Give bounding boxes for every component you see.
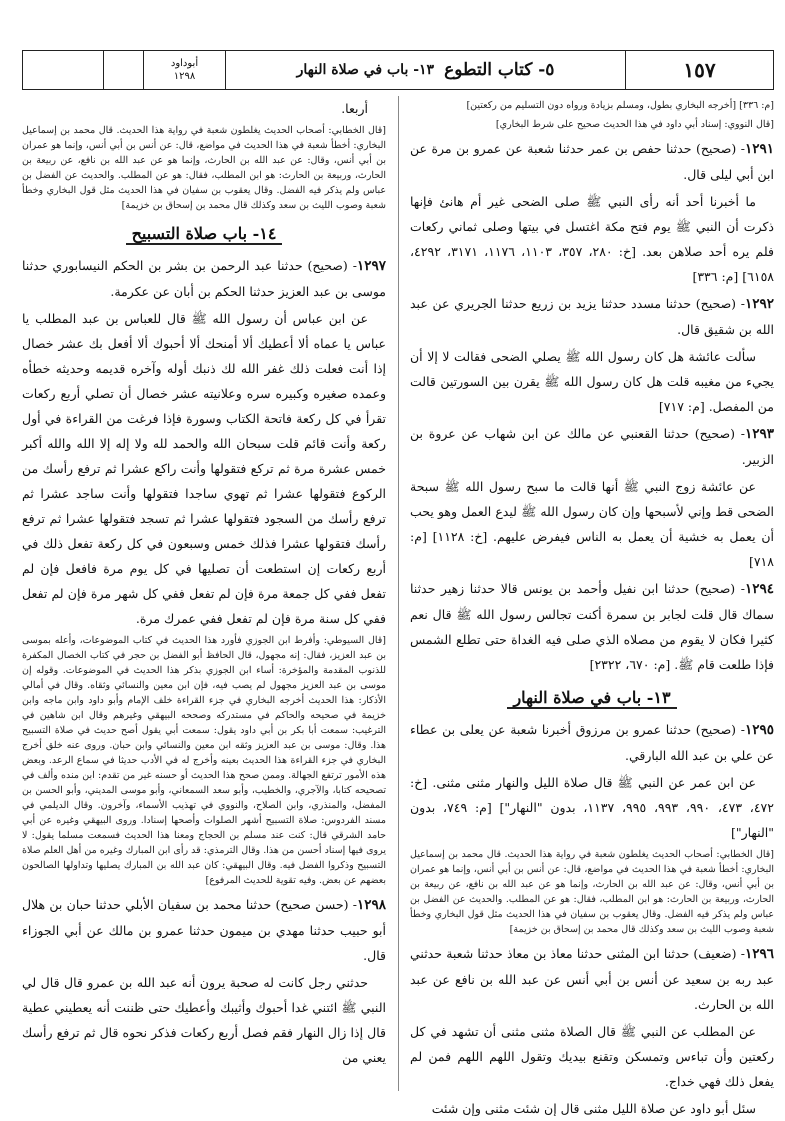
chapter-title: ١٣- باب في صلاة النهار <box>296 62 435 78</box>
chapter-heading-text: ١٤- باب صلاة التسبيح <box>126 224 283 245</box>
footnote: [قال السيوطي: وأفرط ابن الجوزي فأورد هذا الحديث في كتاب الموضوعات، وأعله بموسى بن عبد العزيز، فقال: إنه مجهول، قال الحافظ أبو الفضل بن حجر في كتاب الخصال المكفرة للذنوب المقدمة والمؤخرة: أساء ابن الجوزي بذكر هذا الحديث في الموضوعات. وقوله إن موسى بن عبد العزيز مجهول لم يصب فيه، فإن ابن معين والنسائي وثقاه. وقال في أمالي الأذكار: هذا الحديث أخرجه البخاري في جزء القراءة خلف الإمام وأبو داود وابن ماجه وابن خزيمة في صحيحه والحاكم في مستدركه وصححه البيهقي وغيرهم وقال ابن شاهين في الترغيب: سمعت أبا بكر بن أبي داود يقول: سمعت أبي يقول أصح حديث في صلاة التسبيح هذا. وقال: موسى بن عبد العزيز وثقه ابن معين والنسائي وابن حبان. وروى عنه خلق أخرج البخاري في جزء القراءة هذا الحديث بعينه وأخرج له في الأدب حديثا في سماع الرعد. وبعض هذه الأمور ترتفع الجهالة. وممن صحح هذا الحديث أو حسنه غير من تقدم: ابن منده وألف في تصحيحه كتابا، والآجري، والخطيب، وأبو سعد السمعاني، وأبو موسى المديني، وأبو الحسن بن المفضل، والمنذري، وابن الصلاح، والنووي في تهذيب الأسماء، وآخرون. وقال الديلمي في مسند الفردوس: صلاة التسبيح أشهر الصلوات وأصحها إسنادا. وروى البيهقي وغيره عن أبي حامد الشرقي قال: كنت عند مسلم بن الحجاج ومعنا هذا الحديث فسمعت مسلما يقول: لا يروى فيها إسناد أحسن من هذا. وقال الترمذي: قد رأى ابن المبارك وغيره من أهل العلم صلاة التسبيح وذكروا الفضل فيه. وقال البيهقي: كان عبد الله بن المبارك يصليها وتداولها الصالحون بعضهم عن بعض. وفيه تقوية للحديث المرفوع] <box>22 635 386 886</box>
footnote: [م: ٣٣٦] [أخرجه البخاري بطول، ومسلم بزيادة ورواه دون التسليم من ركعتين] <box>466 100 774 111</box>
hadith-body: - (صحيح) حدثنا عمرو بن مرزوق أخبرنا شعبة عن يعلى بن عطاء عن علي بن عبد الله البارقي. <box>410 722 774 763</box>
hadith-number: ١٢٩١ <box>744 141 774 157</box>
left-column <box>22 96 386 1096</box>
hadith-text <box>410 421 774 472</box>
hadith-text <box>410 1019 774 1094</box>
footnote: [قال الخطابي: أصحاب الحديث يغلطون شعبة في رواية هذا الحديث. قال محمد بن إسماعيل البخاري: أخطأ شعبة في هذا الحديث في مواضع، قال: عن أنس بن أبي أنس، وإنما هو عمران بن أبي أنس، وقال: عن عبد الله بن الحارث، وإنما هو عن عبد الله بن نافع، عن ربيعة بن الحارث، وربيعة بن الحارث: هو ابن المطلب، فقال: هو عن المطلب. والحديث عن الفضل بن عباس ولم يذكر فيه الفضل. وقال يعقوب بن سفيان في هذا الحديث مثل قول البخاري وخطأ شعبة وصوب الليث بن سعد وكذلك قال محمد بن إسحاق بن خزيمة] <box>410 849 774 935</box>
hadith-text <box>410 1096 774 1121</box>
hadith-number: ١٢٩٤ <box>744 581 774 597</box>
header-title <box>225 51 625 89</box>
column-divider <box>398 96 399 1091</box>
hadith-number: ١٢٩٨ <box>356 897 386 913</box>
book-title: ٥- كتاب التطوع <box>444 60 555 80</box>
hadith-body: - (صحيح) حدثنا عبد الرحمن بن بشر بن الحكم النيسابوري حدثنا موسى بن عبد العزيز حدثنا الحكم بن أبان عن عكرمة. <box>22 258 386 299</box>
hadith-body: حدثني رجل كانت له صحبة يرون أنه عبد الله بن عمرو قال قال لي النبي ﷺ ائتني غدا أحبوك وأثيبك وأعطيك حتى ظننت أنه يعطيني عطية قال إذا زال النهار فقم فصل أربع ركعات فذكر نحوه قال ثم ترفع رأسك يعني من <box>22 975 386 1065</box>
hadith-body: عن ابن عمر عن النبي ﷺ قال صلاة الليل والنهار مثنى مثنى. [خ: ٤٧٢، ٤٧٣، ٩٩٠، ٩٩٣، ٩٩٥، ١١٣٧، بدون "النهار"] [م: ٧٤٩، بدون "النهار"] <box>410 775 774 840</box>
hadith-number: ١٢٩٢ <box>744 296 774 312</box>
chapter-heading <box>410 683 774 713</box>
hadith-text <box>22 892 386 968</box>
hadith-number: ١٢٩٣ <box>744 426 774 442</box>
chapter-heading <box>22 219 386 249</box>
hadith-body: عن ابن عباس أن رسول الله ﷺ قال للعباس بن عبد المطلب يا عباس يا عماه ألا أعطيك ألا أمنحك ألا أحبوك ألا أفعل بك عشر خصال إذا أنت فعلت ذلك غفر الله لك ذنبك أوله وآخره قديمه وحديثه خطأه وعمده صغيره وكبيره سره وعلانيته عشر خصال أن تصلي أربع ركعات تقرأ في كل ركعة فاتحة الكتاب وسورة فإذا فرغت من القراءة في أول ركعة وأنت قائم قلت سبحان الله والحمد لله ولا إله إلا الله والله أكبر خمس عشرة مرة ثم تركع فتقولها وأنت راكع عشرا ثم ترفع رأسك من الركوع فتقولها عشرا ثم تهوي ساجدا فتقولها وأنت ساجد عشرا ثم ترفع رأسك من السجود فتقولها عشرا ثم تسجد فتقولها عشرا ثم ترفع رأسك فتقولها عشرا فذلك خمس وسبعون في كل ركعة تفعل ذلك في أربع ركعات إن استطعت أن تصليها في كل يوم مرة فافعل فإن لم تفعل ففي كل جمعة مرة فإن لم تفعل ففي كل شهر مرة فإن لم تفعل ففي كل سنة مرة فإن لم تفعل ففي عمرك مرة. <box>22 311 386 626</box>
hadith-text <box>410 136 774 187</box>
hadith-body: - (صحيح) حدثنا ابن نفيل وأحمد بن يونس قالا حدثنا زهير حدثنا سماك قال قلت لجابر بن سمرة أكنت تجالس رسول الله ﷺ قال نعم كثيرا فكان لا يقوم من مصلاه الذي صلى فيه الغداة حتى تطلع الشمس فإذا طلعت قام ﷺ. [م: ٦٧٠، ٢٣٢٢] <box>410 581 774 672</box>
hadith-text <box>410 941 774 1017</box>
hadith-body: سألت عائشة هل كان رسول الله ﷺ يصلي الضحى فقالت لا إلا أن يجيء من مغيبه قلت هل كان رسول الله ﷺ يقرن بين السورتين قالت من المفصل. [م: ٧١٧] <box>410 349 774 414</box>
hadith-text <box>410 717 774 768</box>
hadith-text <box>410 189 774 289</box>
hadith-body: عن عائشة زوج النبي ﷺ أنها قالت ما سبح رسول الله ﷺ سبحة الضحى قط وإني لأسبحها وإن كان رسول الله ﷺ ليدع العمل وهو يحب أن يعمل به خشية أن يعمل به الناس فيفرض عليهم. [خ: ١١٢٨] [م: ٧١٨] <box>410 479 774 569</box>
source-reference <box>143 51 225 89</box>
source-name: أبوداود <box>170 58 199 69</box>
hadith-text <box>22 96 386 121</box>
hadith-number: ١٢٩٦ <box>744 946 774 962</box>
hadith-text <box>22 253 386 304</box>
hadith-text <box>22 306 386 631</box>
right-column <box>410 96 774 1116</box>
hadith-number: ١٢٩٥ <box>744 722 774 738</box>
footnote: [قال الخطابي: أصحاب الحديث يغلطون شعبة في رواية هذا الحديث. قال محمد بن إسماعيل البخاري: أخطأ شعبة في هذا الحديث في مواضع، قال: عن أنس بن أبي أنس، وإنما هو عمران بن أبي أنس، وقال: عن عبد الله بن الحارث، وإنما هو عن عبد الله بن نافع، عن ربيعة بن الحارث، وربيعة بن الحارث: هو ابن المطلب، فقال: هو عن المطلب. والحديث عن الفضل بن عباس ولم يذكر فيه الفضل. وقال يعقوب بن سفيان في هذا الحديث مثل قول البخاري وخطأ شعبة وصوب الليث بن سعد وكذلك قال محمد بن إسحاق بن خزيمة] <box>22 125 386 211</box>
hadith-body: ما أخبرنا أحد أنه رأى النبي ﷺ صلى الضحى غير أم هانئ فإنها ذكرت أن النبي ﷺ يوم فتح مكة اغتسل في بيتها وصلى ثماني ركعات فلم يره أحد صلاهن بعد. [خ: ٢٨٠، ٣٥٧، ١١٠٣، ١١٧٦، ٣١٧١، ٤٢٩٢، ٦١٥٨] [م: ٣٣٦] <box>410 194 774 284</box>
hadith-body: - (صحيح) حدثنا القعنبي عن مالك عن ابن شهاب عن عروة بن الزبير. <box>410 426 774 467</box>
book-page <box>22 50 774 1116</box>
page-number: ١٥٧ <box>625 51 773 89</box>
hadith-text <box>410 291 774 342</box>
hadith-body: - (حسن صحيح) حدثنا محمد بن سفيان الأبلي حدثنا حبان بن هلال أبو حبيب حدثنا مهدي بن ميمون حدثنا عمرو بن مالك عن أبي الجوزاء قال. <box>22 897 386 963</box>
hadith-body: أربعا. <box>341 101 368 116</box>
source-number: ١٢٩٨ <box>173 71 196 82</box>
page-header <box>22 50 774 90</box>
chapter-heading-text: ١٣- باب في صلاة النهار <box>507 688 676 709</box>
footnote: [قال النووي: إسناد أبي داود في هذا الحديث صحيح على شرط البخاري] <box>495 119 774 130</box>
hadith-text <box>22 970 386 1070</box>
hadith-text <box>410 770 774 845</box>
hadith-body: - (صحيح) حدثنا حفص بن عمر حدثنا شعبة عن عمرو بن مرة عن ابن أبي ليلى قال. <box>410 141 774 182</box>
hadith-body: عن المطلب عن النبي ﷺ قال الصلاة مثنى مثنى أن تشهد في كل ركعتين وأن تباءس وتمسكن وتقنع بيديك وتقول اللهم اللهم فمن لم يفعل ذلك فهي خداج. <box>410 1024 774 1089</box>
header-cell-empty <box>103 51 143 89</box>
hadith-text <box>410 576 774 677</box>
hadith-body: - (ضعيف) حدثنا ابن المثنى حدثنا معاذ بن معاذ حدثنا شعبة حدثني عبد ربه بن سعيد عن أنس بن أبي أنس عن عبد الله بن نافع عن عبد الله بن الحارث. <box>410 946 774 1012</box>
hadith-text <box>410 344 774 419</box>
hadith-body: - (صحيح) حدثنا مسدد حدثنا يزيد بن زريع حدثنا الجريري عن عبد الله بن شقيق قال. <box>410 296 774 337</box>
header-cell-empty <box>23 51 103 89</box>
hadith-text <box>410 474 774 574</box>
hadith-number: ١٢٩٧ <box>356 258 386 274</box>
hadith-body: سئل أبو داود عن صلاة الليل مثنى قال إن شئت مثنى وإن شئت <box>431 1101 756 1116</box>
